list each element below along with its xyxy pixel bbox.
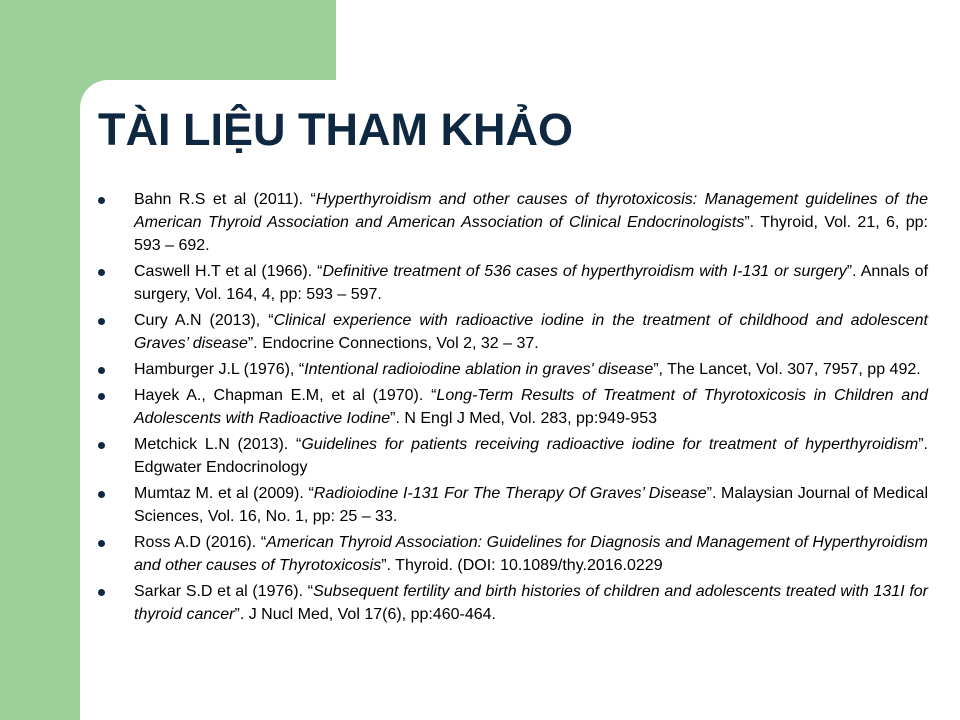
- bullet-icon: [98, 393, 105, 400]
- bullet-icon: [98, 318, 105, 325]
- bullet-icon: [98, 491, 105, 498]
- reference-title: Definitive treatment of 536 cases of hyperthyroidism with I-131 or surgery: [322, 263, 847, 280]
- reference-authors: Metchick L.N (2013). “: [134, 436, 302, 453]
- reference-title: Radioiodine I-131 For The Therapy Of Graves’ Disease: [313, 485, 707, 502]
- reference-source: ”, The Lancet, Vol. 307, 7957, pp 492.: [653, 361, 921, 378]
- reference-title: Intentional radioiodine ablation in graves' disease: [304, 361, 654, 378]
- reference-source: ”. Edgwater Endocrinology: [134, 436, 928, 476]
- bullet-icon: [98, 442, 105, 449]
- reference-list: [98, 188, 928, 629]
- reference-title: American Thyroid Association: Guidelines for Diagnosis and Management of Hyperthyroidism and other causes of Thyrotoxicosis: [134, 534, 929, 574]
- reference-title: Hyperthyroidism and other causes of thyrotoxicosis: Management guidelines of the American Thyroid Association and American Association of Clinical Endocrinologists: [134, 191, 928, 231]
- reference-item: [98, 482, 928, 528]
- reference-title: Clinical experience with radioactive iodine in the treatment of childhood and adolescent Graves’ disease: [134, 312, 929, 352]
- reference-item: [98, 309, 928, 355]
- reference-source: ”. Endocrine Connections, Vol 2, 32 – 37.: [247, 335, 539, 352]
- reference-item: [98, 433, 928, 479]
- reference-source: ”. Annals of surgery, Vol. 164, 4, pp: 593 – 597.: [134, 263, 929, 303]
- reference-authors: Sarkar S.D et al (1976). “: [134, 583, 314, 600]
- reference-title: Subsequent fertility and birth histories of children and adolescents treated with 131I for thyroid cancer: [134, 583, 928, 623]
- bullet-icon: [98, 589, 105, 596]
- bullet-icon: [98, 197, 105, 204]
- reference-item: [98, 358, 928, 381]
- bullet-icon: [98, 269, 105, 276]
- reference-item: [98, 580, 928, 626]
- slide-title: TÀI LIỆU THAM KHẢO: [98, 104, 573, 155]
- reference-item: [98, 188, 928, 257]
- bullet-icon: [98, 367, 105, 374]
- reference-source: ”. Thyroid, Vol. 21, 6, pp: 593 – 692.: [134, 214, 928, 254]
- reference-authors: Ross A.D (2016). “: [134, 534, 267, 551]
- reference-authors: Cury A.N (2013), “: [134, 312, 274, 329]
- reference-authors: Hamburger J.L (1976), “: [134, 361, 305, 378]
- reference-source: ”. J Nucl Med, Vol 17(6), pp:460-464.: [234, 606, 496, 623]
- reference-title: Guidelines for patients receiving radioactive iodine for treatment of hyperthyroidism: [301, 436, 919, 453]
- reference-authors: Hayek A., Chapman E.M, et al (1970). “: [134, 387, 437, 404]
- reference-authors: Bahn R.S et al (2011). “: [134, 191, 316, 208]
- reference-source: ”. Malaysian Journal of Medical Sciences, Vol. 16, No. 1, pp: 25 – 33.: [134, 485, 929, 525]
- reference-title: Long-Term Results of Treatment of Thyrotoxicosis in Children and Adolescents with Radioactive Iodine: [134, 387, 929, 427]
- reference-source: ”. Thyroid. (DOI: 10.1089/thy.2016.0229: [381, 557, 663, 574]
- reference-authors: Mumtaz M. et al (2009). “: [134, 485, 314, 502]
- reference-authors: Caswell H.T et al (1966). “: [134, 263, 323, 280]
- reference-item: [98, 384, 928, 430]
- reference-source: ”. N Engl J Med, Vol. 283, pp:949-953: [390, 410, 657, 427]
- bullet-icon: [98, 540, 105, 547]
- reference-item: [98, 531, 928, 577]
- reference-item: [98, 260, 928, 306]
